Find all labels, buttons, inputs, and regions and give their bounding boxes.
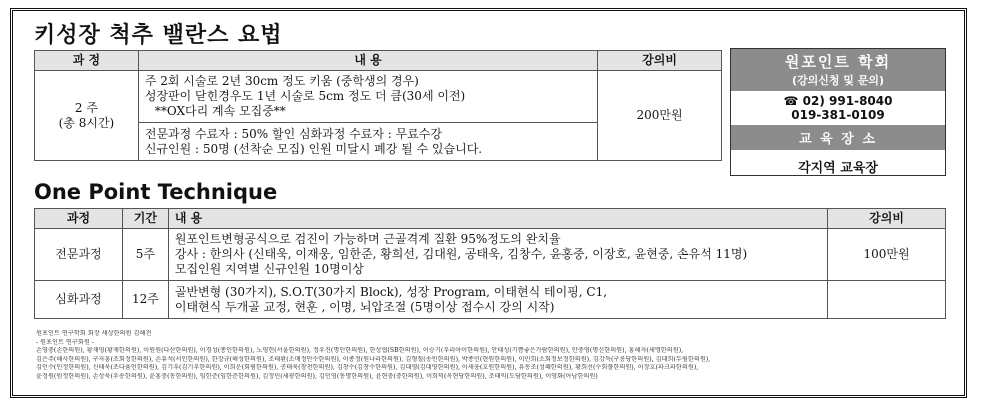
course-name: 2 주 — [74, 100, 98, 115]
header-content: 내 용 — [138, 51, 597, 71]
course-fee — [828, 281, 946, 319]
content-cell-b — [138, 123, 597, 161]
notes-line: - 원포인트 연구회원 - — [36, 338, 94, 346]
contact-box — [730, 48, 946, 176]
technique-course-table — [34, 208, 946, 319]
academy-name: 원포인트 학회 — [731, 49, 945, 72]
header-fee: 강의비 — [598, 51, 722, 71]
course-name: 심화과정 — [35, 281, 123, 319]
course-hours: (총 8시간) — [58, 115, 115, 130]
course-fee: 100만원 — [828, 229, 946, 281]
notes-line: 원포인트 연구학회 회장 새상한의원 김해전 — [36, 330, 152, 337]
notes-line: 김인수(인정한의원), 신태욱(조다움인한의원), 김기우(김기우한의원), 이희운(회림한의원), 공태욱(창천한의원), 김창수(김창수한의원), 김대영(김대영한의원), 이새웅(호원한의원), 유동조(성혜한의원), 황희선(수회플한의원), 이장호(파크파한의원), — [36, 364, 699, 372]
header-course: 과정 — [35, 209, 123, 229]
phone-number: 02) 991-8040 — [802, 94, 893, 108]
content-line: 성장판이 닫힌경우도 1년 시술로 5cm 정도 더 큼(30세 이전) — [144, 89, 466, 103]
notes-line: 윤정원(원정한의원), 손상욱(우송한의원), 윤홍중(동한의원), 임한준(임한준한의원), 김정민(세광한의원), 김민영(동명한의원), 윤현중(중한의원), 이희덕(옥현당한의원), 조태익(도담한의원), 이영화(아남한의원) — [36, 372, 598, 380]
phone-line — [731, 94, 945, 108]
inquiry-label: (강의신청 및 문의) — [731, 72, 945, 91]
course-name: 전문과정 — [35, 229, 123, 281]
growth-course-table — [34, 50, 722, 161]
place-heading: 교 육 장 소 — [731, 125, 945, 150]
header-period: 기간 — [122, 209, 168, 229]
content-line: 전문과정 수료자 : 50% 할인 심화과정 수료자 : 무료수강 — [144, 126, 442, 141]
header-fee: 강의비 — [828, 209, 946, 229]
notes-line: 김은주(해사한의원), 구자홍(조회정한의원), 손유석(서인한의원), 한장규(해성한의원), 조태환(소매정안수한의원), 이종정(원나라한의원), 김형철(송인한의원), 박종민(현원한의원), 이민희(소회정보정한의원), 김강득(구룡당한의원), 김대희(두림한의원), — [36, 355, 711, 363]
content-cell-a — [138, 71, 597, 123]
content-line: 모집인원 지역별 신규인원 10명이상 — [174, 262, 364, 276]
phone-icon: ☎ — [783, 94, 799, 108]
course-period: 5주 — [122, 229, 168, 281]
content-line: 이태현식 두개골 교정, 현훈 , 이명, 뇌압조절 (5명이상 접수시 강의 시작) — [174, 299, 555, 314]
header-course: 과 정 — [35, 51, 139, 71]
content-line: **OX다리 계속 모집중** — [154, 104, 286, 118]
member-notes — [36, 330, 946, 382]
course-content — [168, 229, 827, 281]
content-line: 강사 : 한의사 (신태욱, 이재웅, 임한준, 황희선, 김대원, 공태욱, 김창수, 윤홍중, 이장호, 윤현중, 손유석 11명) — [174, 247, 748, 261]
fee-cell: 200만원 — [598, 71, 722, 161]
table-row — [35, 281, 946, 319]
content-line: 주 2회 시술로 2년 30cm 정도 키움 (중학생의 경우) — [144, 74, 419, 88]
content-line: 신규인원 : 50명 (선착순 모집) 인원 미달시 폐강 될 수 있습니다. — [144, 141, 483, 156]
header-content: 내 용 — [168, 209, 827, 229]
table-row — [35, 229, 946, 281]
section2-title: One Point Technique — [34, 180, 278, 204]
section1-title: 키성장 척추 밸란스 요법 — [34, 23, 283, 48]
notes-line: 손영중(손한의원), 황재영(황재한의원), 이원원(다산한의원), 이경성(종인한의원), 노영헌(서울한의원), 정우진(명인한의원), 한상협(SB한의원), 이승기(우리아이한의원), 안태성(기쁨좋은가람한의원), 안중영(명신한의원), 홍해자(세명한의원), — [36, 347, 684, 355]
course-period: 12주 — [122, 281, 168, 319]
mobile-number: 019-381-0109 — [791, 108, 885, 122]
place-name: 각지역 교육장 — [798, 161, 878, 176]
content-line: 골반변형 (30가지), S.O.T(30가지 Block), 성장 Program, 이태현식 테이핑, C1, — [174, 284, 608, 299]
content-line: 원포인트변형공식으로 검진이 가능하며 근골격계 질환 95%정도의 완치율 — [174, 232, 561, 246]
course-content — [168, 281, 827, 319]
course-cell — [35, 71, 139, 161]
